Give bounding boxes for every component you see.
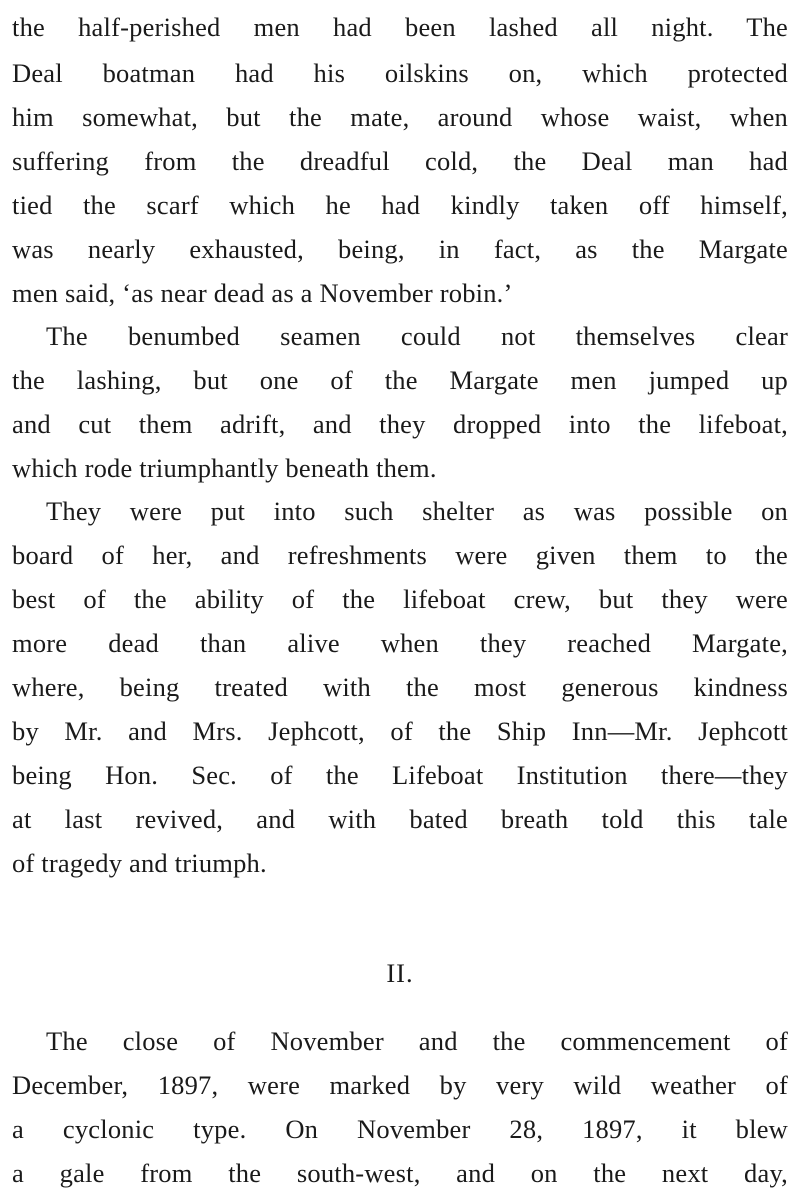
text-line: a cyclonic type. On November 28, 1897, it blew — [12, 1114, 788, 1144]
text-line: the lashing, but one of the Margate men jumped up — [12, 365, 788, 395]
text-line: which rode triumphantly beneath them. — [12, 453, 437, 483]
section-heading: II. — [386, 958, 414, 988]
book-page — [12, 0, 788, 1200]
text-line: more dead than alive when they reached Margate, — [12, 628, 788, 658]
text-line: Deal boatman had his oilskins on, which protected — [12, 58, 788, 88]
text-line: by Mr. and Mrs. Jephcott, of the Ship Inn—Mr. Jephcott — [12, 716, 788, 746]
text-line: being Hon. Sec. of the Lifeboat Institution there—they — [12, 760, 788, 790]
text-line: was nearly exhausted, being, in fact, as the Margate — [12, 234, 788, 264]
text-line: tied the scarf which he had kindly taken off himself, — [12, 190, 788, 220]
text-line: of tragedy and triumph. — [12, 848, 267, 878]
text-line: a gale from the south-west, and on the next day, — [12, 1158, 788, 1188]
text-line: him somewhat, but the mate, around whose waist, when — [12, 102, 788, 132]
text-line: The benumbed seamen could not themselves clear — [46, 321, 788, 351]
text-line: and cut them adrift, and they dropped into the lifeboat, — [12, 409, 788, 439]
text-line: men said, ‘as near dead as a November robin.’ — [12, 278, 513, 308]
text-line: board of her, and refreshments were given them to the — [12, 540, 788, 570]
text-line: at last revived, and with bated breath told this tale — [12, 804, 788, 834]
text-line: where, being treated with the most generous kindness — [12, 672, 788, 702]
text-line: The close of November and the commencement of — [46, 1026, 788, 1056]
text-line: best of the ability of the lifeboat crew, but they were — [12, 584, 788, 614]
text-line: They were put into such shelter as was possible on — [46, 496, 788, 526]
text-line: suffering from the dreadful cold, the Deal man had — [12, 146, 788, 176]
text-line: the half-perished men had been lashed all night. The — [12, 12, 788, 42]
text-line: December, 1897, were marked by very wild weather of — [12, 1070, 788, 1100]
